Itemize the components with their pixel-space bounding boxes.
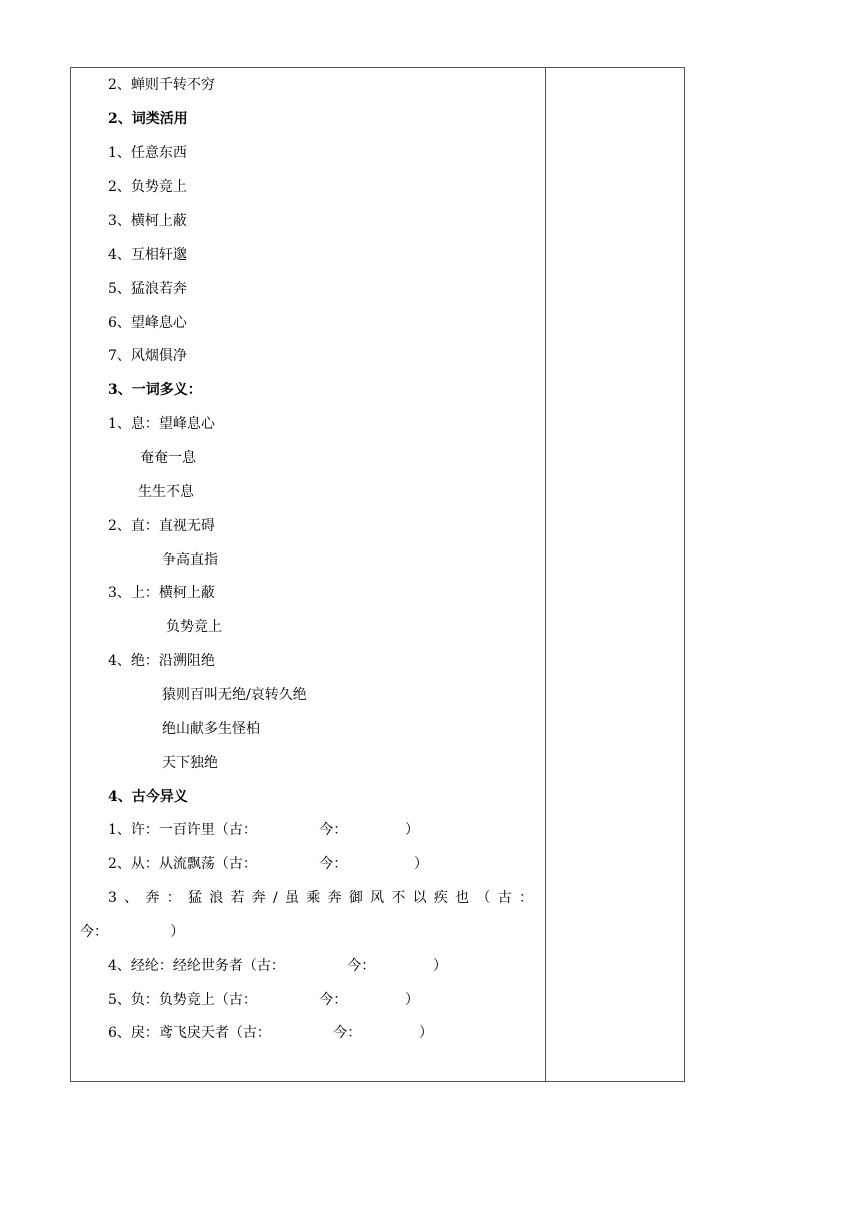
justified-char: 以 [412, 890, 427, 906]
text-line: 天下独绝 [162, 755, 218, 771]
justified-char: ： [518, 890, 533, 906]
text-line: 2、负势竞上 [108, 179, 187, 195]
justified-char: 虽 [285, 890, 300, 906]
text-line: 生生不息 [138, 484, 194, 500]
text-line: 6、望峰息心 [108, 315, 187, 331]
justified-char: 古 [497, 890, 512, 906]
justified-char: 疾 [433, 890, 448, 906]
text-line: 4、互相轩邈 [108, 247, 187, 263]
justified-char: 御 [348, 890, 363, 906]
justified-text-line [108, 889, 533, 907]
section-heading-word-class: 2、词类活用 [108, 111, 188, 127]
text-line: 6、戾：鸢飞戾天者（古： 今： ） [108, 1025, 434, 1041]
text-line: 2、从：从流飘荡（古： 今： ） [108, 856, 428, 872]
text-line: 1、息：望峰息心 [108, 416, 215, 432]
justified-char: 乘 [306, 890, 321, 906]
text-line: 4、绝：沿溯阻绝 [108, 653, 215, 669]
text-line: 2、直：直视无碍 [108, 518, 215, 534]
text-line: 5、猛浪若奔 [108, 281, 187, 297]
justified-char: 3 [108, 890, 117, 906]
justified-char: 也 [455, 890, 470, 906]
text-line: 4、经纶：经纶世务者（古： 今： ） [108, 958, 448, 974]
justified-char: （ [476, 890, 491, 906]
text-line: 奄奄一息 [140, 450, 196, 466]
text-line: 5、负：负势竞上（古： 今： ） [108, 992, 420, 1008]
column-divider [545, 67, 546, 1082]
text-line: 1、许：一百许里（古： 今： ） [108, 822, 420, 838]
justified-char: 风 [370, 890, 385, 906]
text-line: 今： ） [80, 924, 185, 940]
justified-char: 奔 [251, 890, 266, 906]
justified-char: ： [166, 890, 181, 906]
justified-char: 浪 [209, 890, 224, 906]
justified-char: 不 [391, 890, 406, 906]
text-line: 3、横柯上蔽 [108, 213, 187, 229]
justified-char: / [273, 890, 278, 906]
section-heading-polysemy: 3、一词多义： [108, 382, 202, 398]
text-line: 负势竞上 [166, 619, 222, 635]
text-line: 1、任意东西 [108, 145, 187, 161]
section-heading-ancient-modern: 4、古今异义 [108, 789, 188, 805]
justified-char: 奔 [327, 890, 342, 906]
text-line: 7、风烟俱净 [108, 348, 187, 364]
text-line: 争高直指 [162, 552, 218, 568]
text-line: 2、蝉则千转不穷 [108, 77, 215, 93]
justified-char: 、 [124, 890, 139, 906]
justified-char: 奔 [145, 890, 160, 906]
justified-char: 若 [230, 890, 245, 906]
justified-char: 猛 [187, 890, 202, 906]
text-line: 3、上：横柯上蔽 [108, 585, 215, 601]
text-line: 猿则百叫无绝/哀转久绝 [162, 687, 307, 703]
text-line: 绝山献多生怪柏 [162, 721, 260, 737]
